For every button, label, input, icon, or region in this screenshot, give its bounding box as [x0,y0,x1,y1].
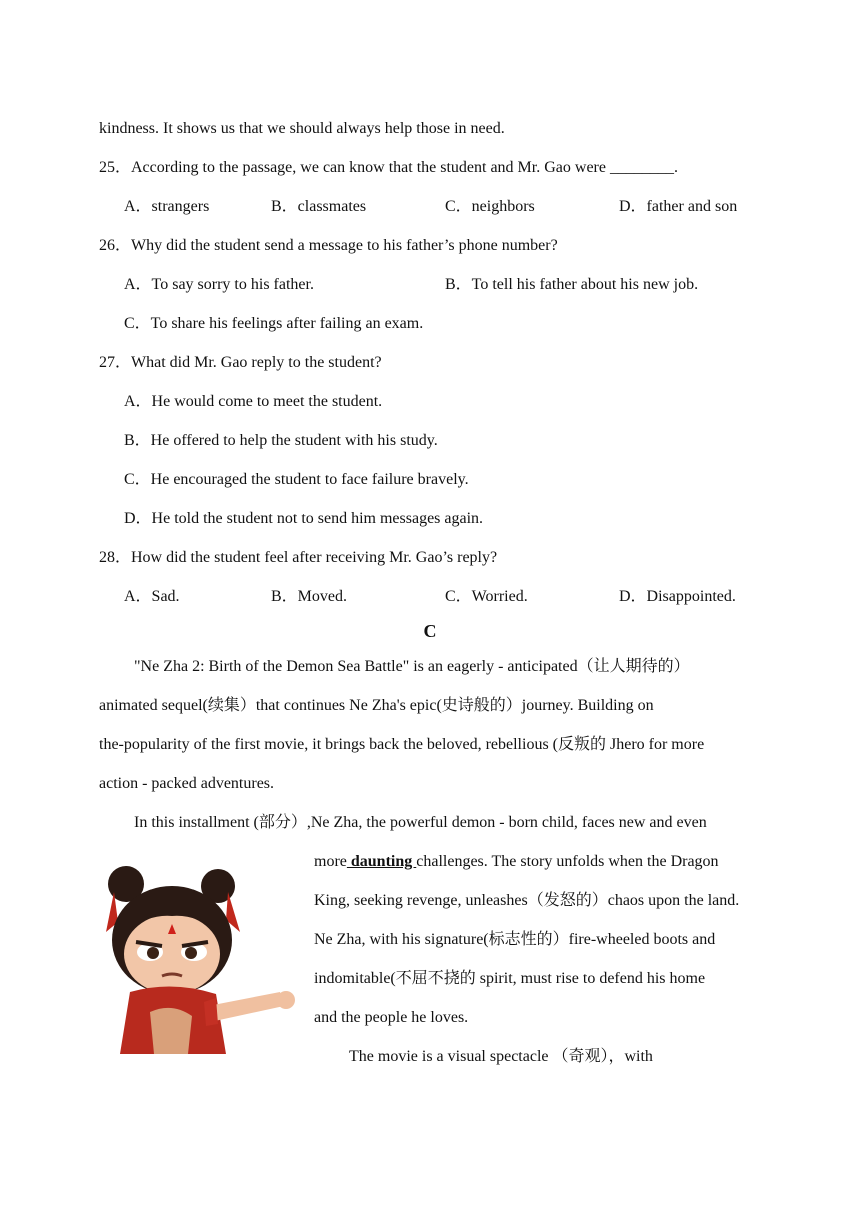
q25-option-d[interactable]: D．father and son [619,198,738,215]
q28-option-d[interactable]: D．Disappointed. [619,588,736,605]
ne-zha-illustration [100,862,296,1054]
q27-option-c[interactable]: C．He encouraged the student to face failure bravely. [124,471,469,488]
text-challenges: challenges. The story unfolds when the Dragon [416,853,719,870]
section-c-p2-line2 [314,852,719,872]
passage-tail: kindness. It shows us that we should always help those in need. [99,120,505,137]
section-c-p2-line3: King, seeking revenge, unleashes（发怒的）chaos upon the land. [314,892,740,909]
underlined-word-daunting: daunting [346,853,417,870]
q28-option-b[interactable]: B．Moved. [271,588,348,605]
section-c-p1-line4: action - packed adventures. [99,775,275,792]
q27-option-d[interactable]: D．He told the student not to send him messages again. [124,510,484,527]
question-26-stem: 26．Why did the student send a message to his father’s phone number? [99,237,558,254]
q25-option-c[interactable]: C．neighbors [445,198,535,215]
question-27-stem: 27．What did Mr. Gao reply to the student? [99,354,382,371]
question-25-stem: 25．According to the passage, we can know that the student and Mr. Gao were ________. [99,159,678,176]
q28-option-a[interactable]: A．Sad. [124,588,180,605]
q26-option-b[interactable]: B．To tell his father about his new job. [445,276,699,293]
section-c-p2-line5: indomitable(不屈不挠的 spirit, must rise to defend his home [314,970,706,987]
q26-option-c[interactable]: C．To share his feelings after failing an exam. [124,315,424,332]
section-c-p2-line6: and the people he loves. [314,1009,469,1026]
question-28-stem: 28．How did the student feel after receiving Mr. Gao’s reply? [99,549,498,566]
section-c-p1-line1: "Ne Zha 2: Birth of the Demon Sea Battle" is an eagerly - anticipated（让人期待的） [134,658,690,675]
section-c-p2-line1: In this installment (部分）,Ne Zha, the powerful demon - born child, faces new and even [134,814,707,831]
section-c-p2-line4: Ne Zha, with his signature(标志性的）fire-wheeled boots and [314,931,716,948]
text-more: more [314,853,347,870]
section-c-title: C [423,621,437,641]
q25-option-b[interactable]: B．classmates [271,198,367,215]
q28-option-c[interactable]: C．Worried. [445,588,528,605]
q27-option-a[interactable]: A．He would come to meet the student. [124,393,383,410]
q27-option-b[interactable]: B．He offered to help the student with his study. [124,432,438,449]
section-c-p1-line3: the-popularity of the first movie, it brings back the beloved, rebellious (反叛的 Jhero for more [99,736,705,753]
section-c-p1-line2: animated sequel(续集）that continues Ne Zha's epic(史诗般的）journey. Building on [99,697,654,714]
q26-option-a[interactable]: A．To say sorry to his father. [124,276,314,293]
section-c-p3-line1: The movie is a visual spectacle （奇观），with [349,1048,653,1065]
q25-option-a[interactable]: A．strangers [124,198,210,215]
